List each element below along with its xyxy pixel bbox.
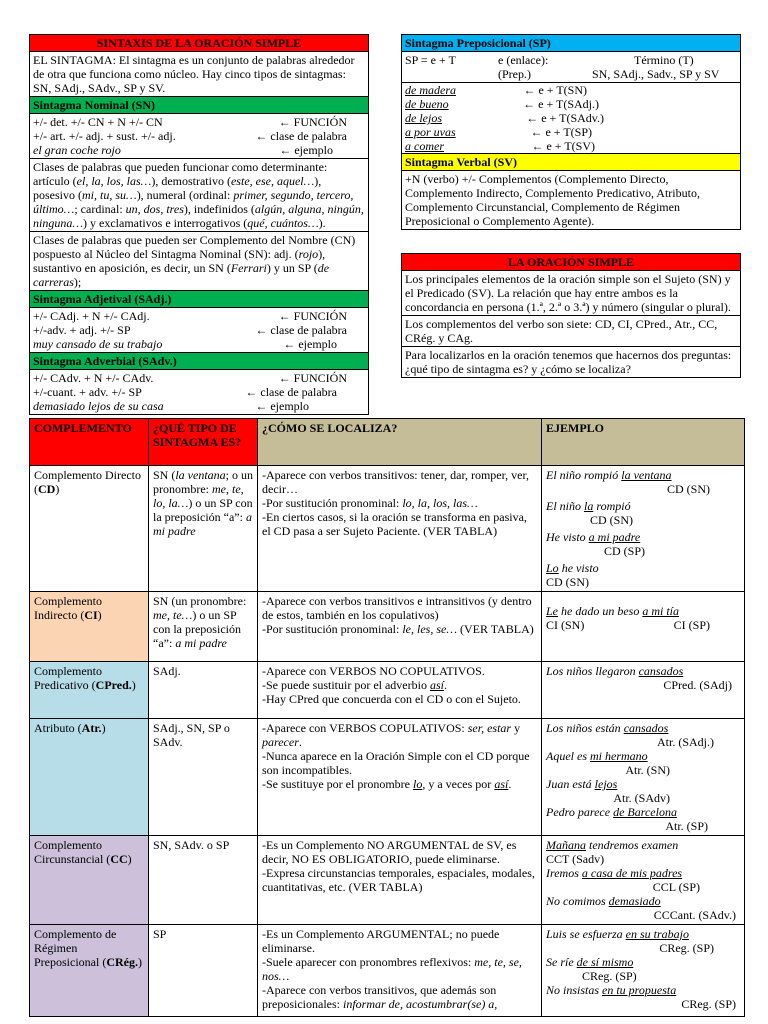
cell-localiza: -Aparece con VERBOS COPULATIVOS: ser, estar y parecer. -Nunca aparece en la Oración Simple con el CD porque son incompatibles. -Se sustituye por el pronombre lo, y a veces por así. [258, 719, 542, 836]
cell-tipo: SN, SAdv. o SP [149, 836, 258, 925]
oracion-p1: Los principales elementos de la oración simple son el Sujeto (SN) y el Predicado (SV). La relación que hay entre ambos es la concordancia en persona (1.ª, 2.ª o 3.ª) y número (singular o plural). [402, 271, 740, 316]
cell-localiza: -Es un Complemento NO ARGUMENTAL de SV, es decir, NO ES OBLIGATORIO, puede eliminarse. -Expresa circunstancias temporales, espaciales, modales, cuantitativas, etc. (VER TABLA) [258, 836, 542, 925]
cell-localiza: -Es un Complemento ARGUMENTAL; no puede eliminarse. -Suele aparecer con pronombres reflexivos: me, te, se, nos… -Aparece con verbos transitivos, que además son preposicionales: informar de, acostumbrar(se) a, [258, 925, 542, 1017]
table-row [30, 925, 745, 1017]
cell-complemento: Complemento Predicativo (CPred.) [30, 662, 149, 719]
oracion-p2: Los complementos del verbo son siete: CD, CI, CPred., Atr., CC, CRég. y CAg. [402, 316, 740, 347]
cell-complemento: Atributo (Atr.) [30, 719, 149, 836]
cell-ejemplo: Los niños están cansados Atr. (SAdj.) Aquel es mi hermano Atr. (SN) Juan está lejos Atr. (SAdv) Pedro parece de Barcelona Atr. (SP) [542, 719, 745, 836]
sadv-rules: +/- CAdv. + N +/- CAdv. ← FUNCIÓN +/-cuant. + adv. +/- SP ← clase de palabra demasiado lejos de su casa ← ejemplo [33, 371, 347, 413]
cell-ejemplo: El niño rompió la ventana CD (SN) El niño la rompió CD (SN) He visto a mi padre CD (SP) Lo he visto CD (SN) [542, 466, 745, 592]
determinantes-text: Clases de palabras que pueden funcionar como determinante: artículo (el, la, los, las…), demostrativo (este, ese, aquel…), posesivo (mi, tu, su…), numeral (ordinal: primer, segundo, tercero, último…; cardinal: un, dos, tres), indefinidos (algún, alguna, ningún, ninguna…) y exclamativos e interrogativos (qué, cuántos…). [30, 159, 368, 232]
complementos-table [29, 418, 745, 1017]
cell-localiza: -Aparece con verbos transitivos: tener, dar, romper, ver, decir… -Por sustitución pronominal: lo, la, los, las… -En ciertos casos, si la oración se transforma en pasiva, el CD pasa a ser Sujeto Paciente. (VER TABLA) [258, 466, 542, 592]
header-tipo: ¿QUÉ TIPO DE SINTAGMA ES? [149, 419, 258, 466]
cell-tipo: SP [149, 925, 258, 1017]
sintagma-intro: EL SINTAGMA: El sintagma es un conjunto de palabras alrededor de otra que funciona como núcleo. Hay cinco tipos de sintagmas: SN, SAdj., SAdv., SP y SV. [30, 52, 368, 97]
table-row [30, 466, 745, 592]
cell-tipo: SAdj. [149, 662, 258, 719]
sintaxis-title: SINTAXIS DE LA ORACIÓN SIMPLE [30, 35, 368, 52]
oracion-title: LA ORACIÓN SIMPLE [402, 254, 740, 271]
header-localiza: ¿CÓMO SE LOCALIZA? [258, 419, 542, 466]
cell-complemento: Complemento Circunstancial (CC) [30, 836, 149, 925]
sv-title: Sintagma Verbal (SV) [402, 154, 740, 171]
cell-tipo: SN (la ventana; o un pronombre: me, te, lo, la…) o un SP con la preposición “a”: a mi padre [149, 466, 258, 592]
sp-examples: de madera ← e + T(SN) de bueno ← e + T(SAdj.) de lejos ← e + T(SAdv.) a por uvas ← e + T(SP) a comer ← e + T(SV) [402, 83, 740, 154]
cell-ejemplo: Luis se esfuerza en su trabajo CReg. (SP) Se ríe de sí mismo CReg. (SP) No insistas en tu propuesta CReg. (SP) [542, 925, 745, 1017]
table-row [30, 836, 745, 925]
table-row [30, 719, 745, 836]
oracion-box [401, 253, 741, 378]
cell-tipo: SN (un pronombre: me, te…) o un SP con la preposición “a”: a mi padre [149, 592, 258, 662]
cell-tipo: SAdj., SN, SP o SAdv. [149, 719, 258, 836]
header-complemento: COMPLEMENTO [30, 419, 149, 466]
cell-complemento: Complemento de Régimen Preposicional (CRég.) [30, 925, 149, 1017]
sn-title: Sintagma Nominal (SN) [30, 97, 368, 114]
header-ejemplo: EJEMPLO [542, 419, 745, 466]
sadv-title: Sintagma Adverbial (SAdv.) [30, 353, 368, 370]
cell-complemento: Complemento Indirecto (CI) [30, 592, 149, 662]
cell-ejemplo: Los niños llegaron cansados CPred. (SAdj) [542, 662, 745, 719]
sintaxis-box [29, 34, 369, 415]
table-row [30, 592, 745, 662]
oracion-p3: Para localizarlos en la oración tenemos que hacernos dos preguntas: ¿qué tipo de sintagma es? y ¿cómo se localiza? [405, 348, 732, 376]
sp-box [401, 34, 741, 230]
cell-localiza: -Aparece con VERBOS NO COPULATIVOS. -Se puede sustituir por el adverbio así. -Hay CPred que concuerda con el CD o con el Sujeto. [258, 662, 542, 719]
sadj-title: Sintagma Adjetival (SAdj.) [30, 291, 368, 308]
table-row [30, 662, 745, 719]
table-header [30, 419, 745, 466]
cell-complemento: Complemento Directo (CD) [30, 466, 149, 592]
sn-rules: +/- det. +/- CN + N +/- CN ← FUNCIÓN +/- art. +/- adj. + sust. +/- adj. ← clase de palabra el gran coche rojo ← ejemplo [30, 114, 368, 159]
sp-formula: SP = e + T e (enlace): Término (T) (Prep.) SN, SAdj., Sadv., SP y SV [402, 52, 740, 83]
cell-ejemplo: Mañana tendremos examen CCT (Sadv) Iremos a casa de mis padres CCL (SP) No comimos demasiado CCCant. (SAdv.) [542, 836, 745, 925]
cell-ejemplo: Le he dado un beso a mi tía CI (SN) CI (SP) [542, 592, 745, 662]
cn-text: Clases de palabras que pueden ser Complemento del Nombre (CN) pospuesto al Núcleo del Sintagma Nominal (SN): adj. (rojo), sustantivo en aposición, es decir, un SN (Ferrari) y un SP (de carreras); [30, 232, 368, 291]
cell-localiza: -Aparece con verbos transitivos e intransitivos (y dentro de estos, también en los copulativos) -Por sustitución pronominal: le, les, se… (VER TABLA) [258, 592, 542, 662]
sv-text: +N (verbo) +/- Complementos (Complemento Directo, Complemento Indirecto, Complemento Predicativo, Atributo, Complemento Circunstancial, Complemento de Régimen Preposicional o Complemento Agente). [405, 172, 700, 228]
sadj-rules: +/- CAdj. + N +/- CAdj. ← FUNCIÓN +/-adv. + adj. +/- SP ← clase de palabra muy cansado de su trabajo ← ejemplo [30, 308, 368, 353]
sp-title: Sintagma Preposicional (SP) [402, 35, 740, 52]
